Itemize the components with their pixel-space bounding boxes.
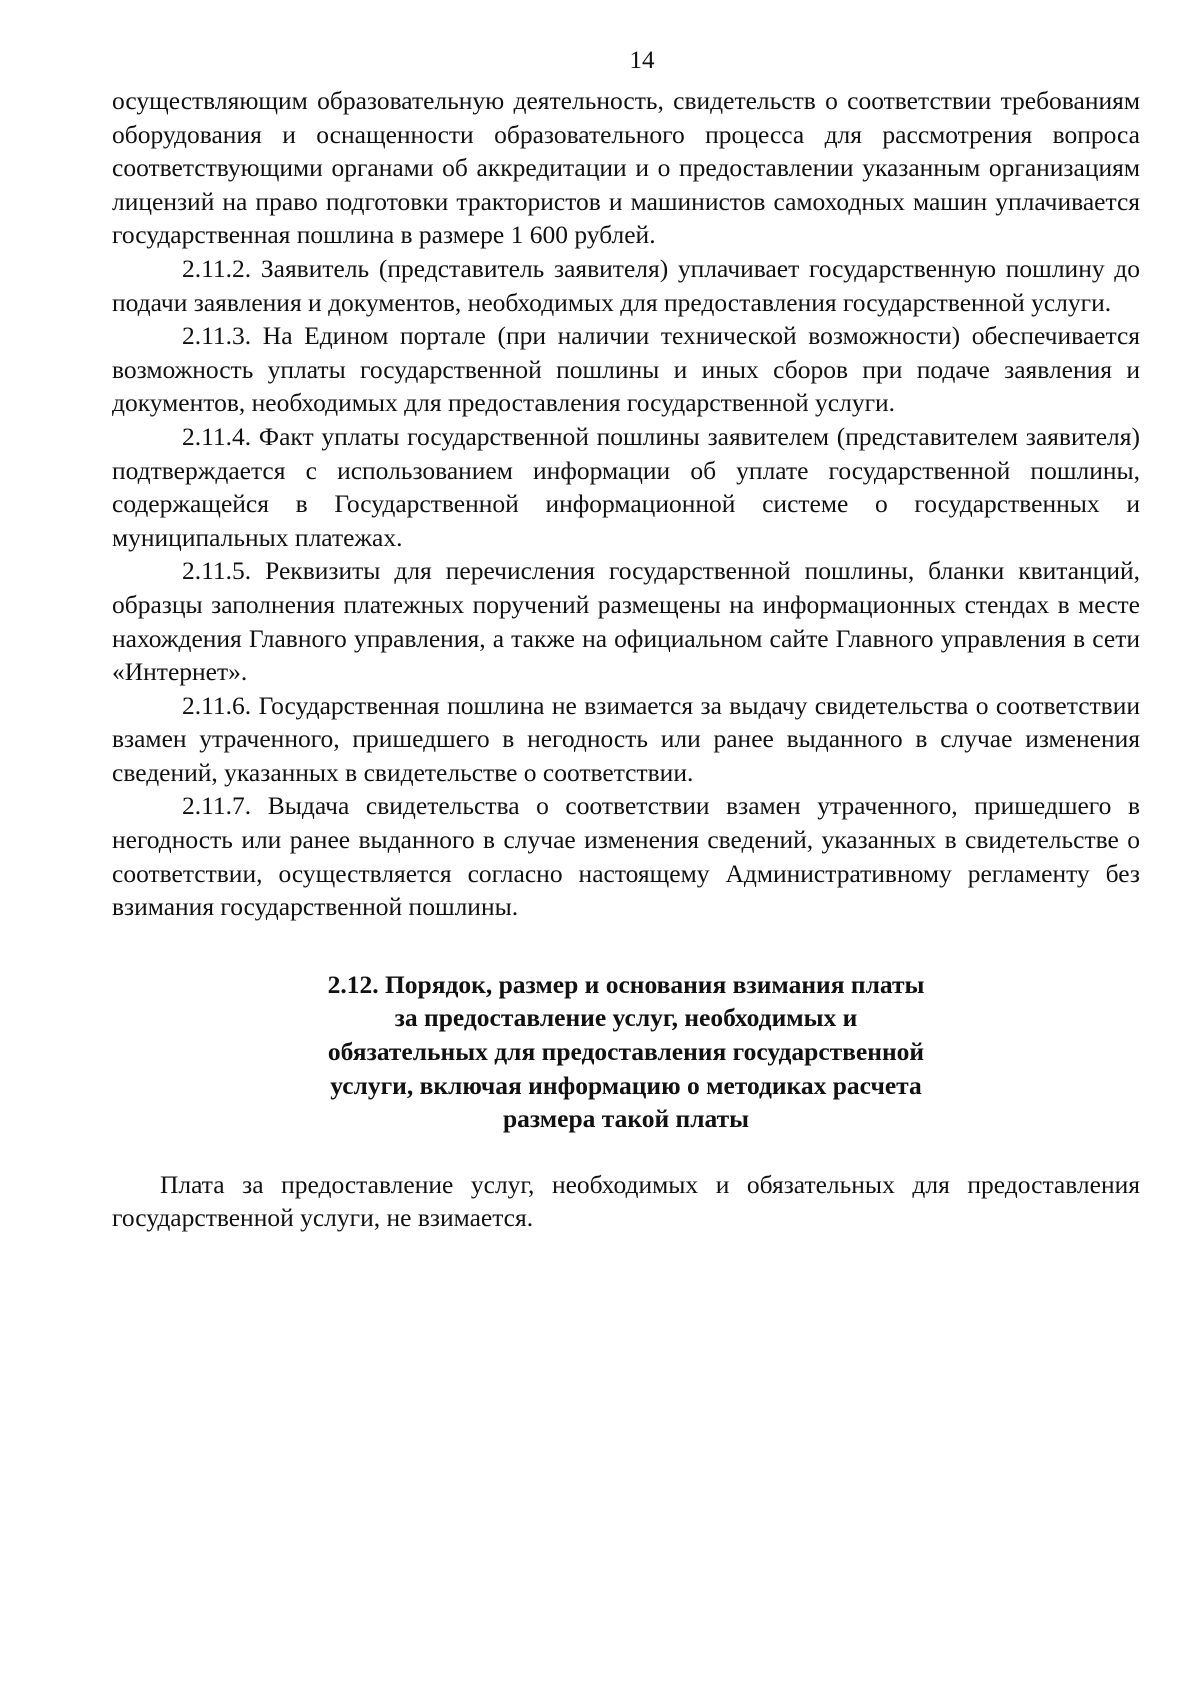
page-number: 14: [629, 47, 655, 74]
heading-line: услуги, включая информацию о методиках расчета: [330, 1070, 922, 1100]
paragraph-2-11-3: 2.11.3. На Едином портале (при наличии технической возможности) обеспечивается возможность уплаты государственной пошлины и иных сборов при подаче заявления и документов, необходимых для предоставления государственной услуги.: [112, 321, 1140, 418]
heading-line: размера такой платы: [502, 1104, 750, 1134]
paragraph-2-11-4: 2.11.4. Факт уплаты государственной пошлины заявителем (представителем заявителя) подтверждается с использованием информации об уплате государственной пошлины, содержащейся в Государственной информационной системе о государственных и муниципальных платежах.: [112, 421, 1140, 552]
section-heading-2-12: [112, 968, 1140, 1136]
paragraph-2-11-7: 2.11.7. Выдача свидетельства о соответствии взамен утраченного, пришедшего в негодность или ранее выданного в случае изменения сведений, указанных в свидетельстве о соответствии, осуществляется согласно настоящему Административному регламенту без взимания государственной пошлины.: [112, 791, 1140, 922]
paragraph-2-11-6: 2.11.6. Государственная пошлина не взимается за выдачу свидетельства о соответствии взамен утраченного, пришедшего в негодность или ранее выданного в случае изменения сведений, указанных в свидетельстве о соответствии.: [112, 690, 1140, 787]
heading-line: 2.12. Порядок, размер и основания взимания платы: [327, 969, 925, 999]
heading-line: обязательных для предоставления государственной: [327, 1037, 925, 1067]
paragraph-2-11-5: 2.11.5. Реквизиты для перечисления государственной пошлины, бланки квитанций, образцы заполнения платежных поручений размещены на информационных стендах в месте нахождения Главного управления, а также на официальном сайте Главного управления в сети «Интернет».: [112, 556, 1140, 687]
paragraph-2-11-2: 2.11.2. Заявитель (представитель заявителя) уплачивает государственную пошлину до подачи заявления и документов, необходимых для предоставления государственной услуги.: [112, 253, 1140, 317]
closing-paragraph: Плата за предоставление услуг, необходимых и обязательных для предоставления государственной услуги, не взимается.: [112, 1169, 1140, 1233]
heading-line: за предоставление услуг, необходимых и: [394, 1003, 858, 1033]
paragraph-continuation: осуществляющим образовательную деятельность, свидетельств о соответствии требованиям оборудования и оснащенности образовательного процесса для рассмотрения вопроса соответствующими органами об аккредитации и о предоставлении указанным организациям лицензий на право подготовки трактористов и машинистов самоходных машин уплачивается государственная пошлина в размере 1 600 рублей.: [112, 86, 1140, 250]
